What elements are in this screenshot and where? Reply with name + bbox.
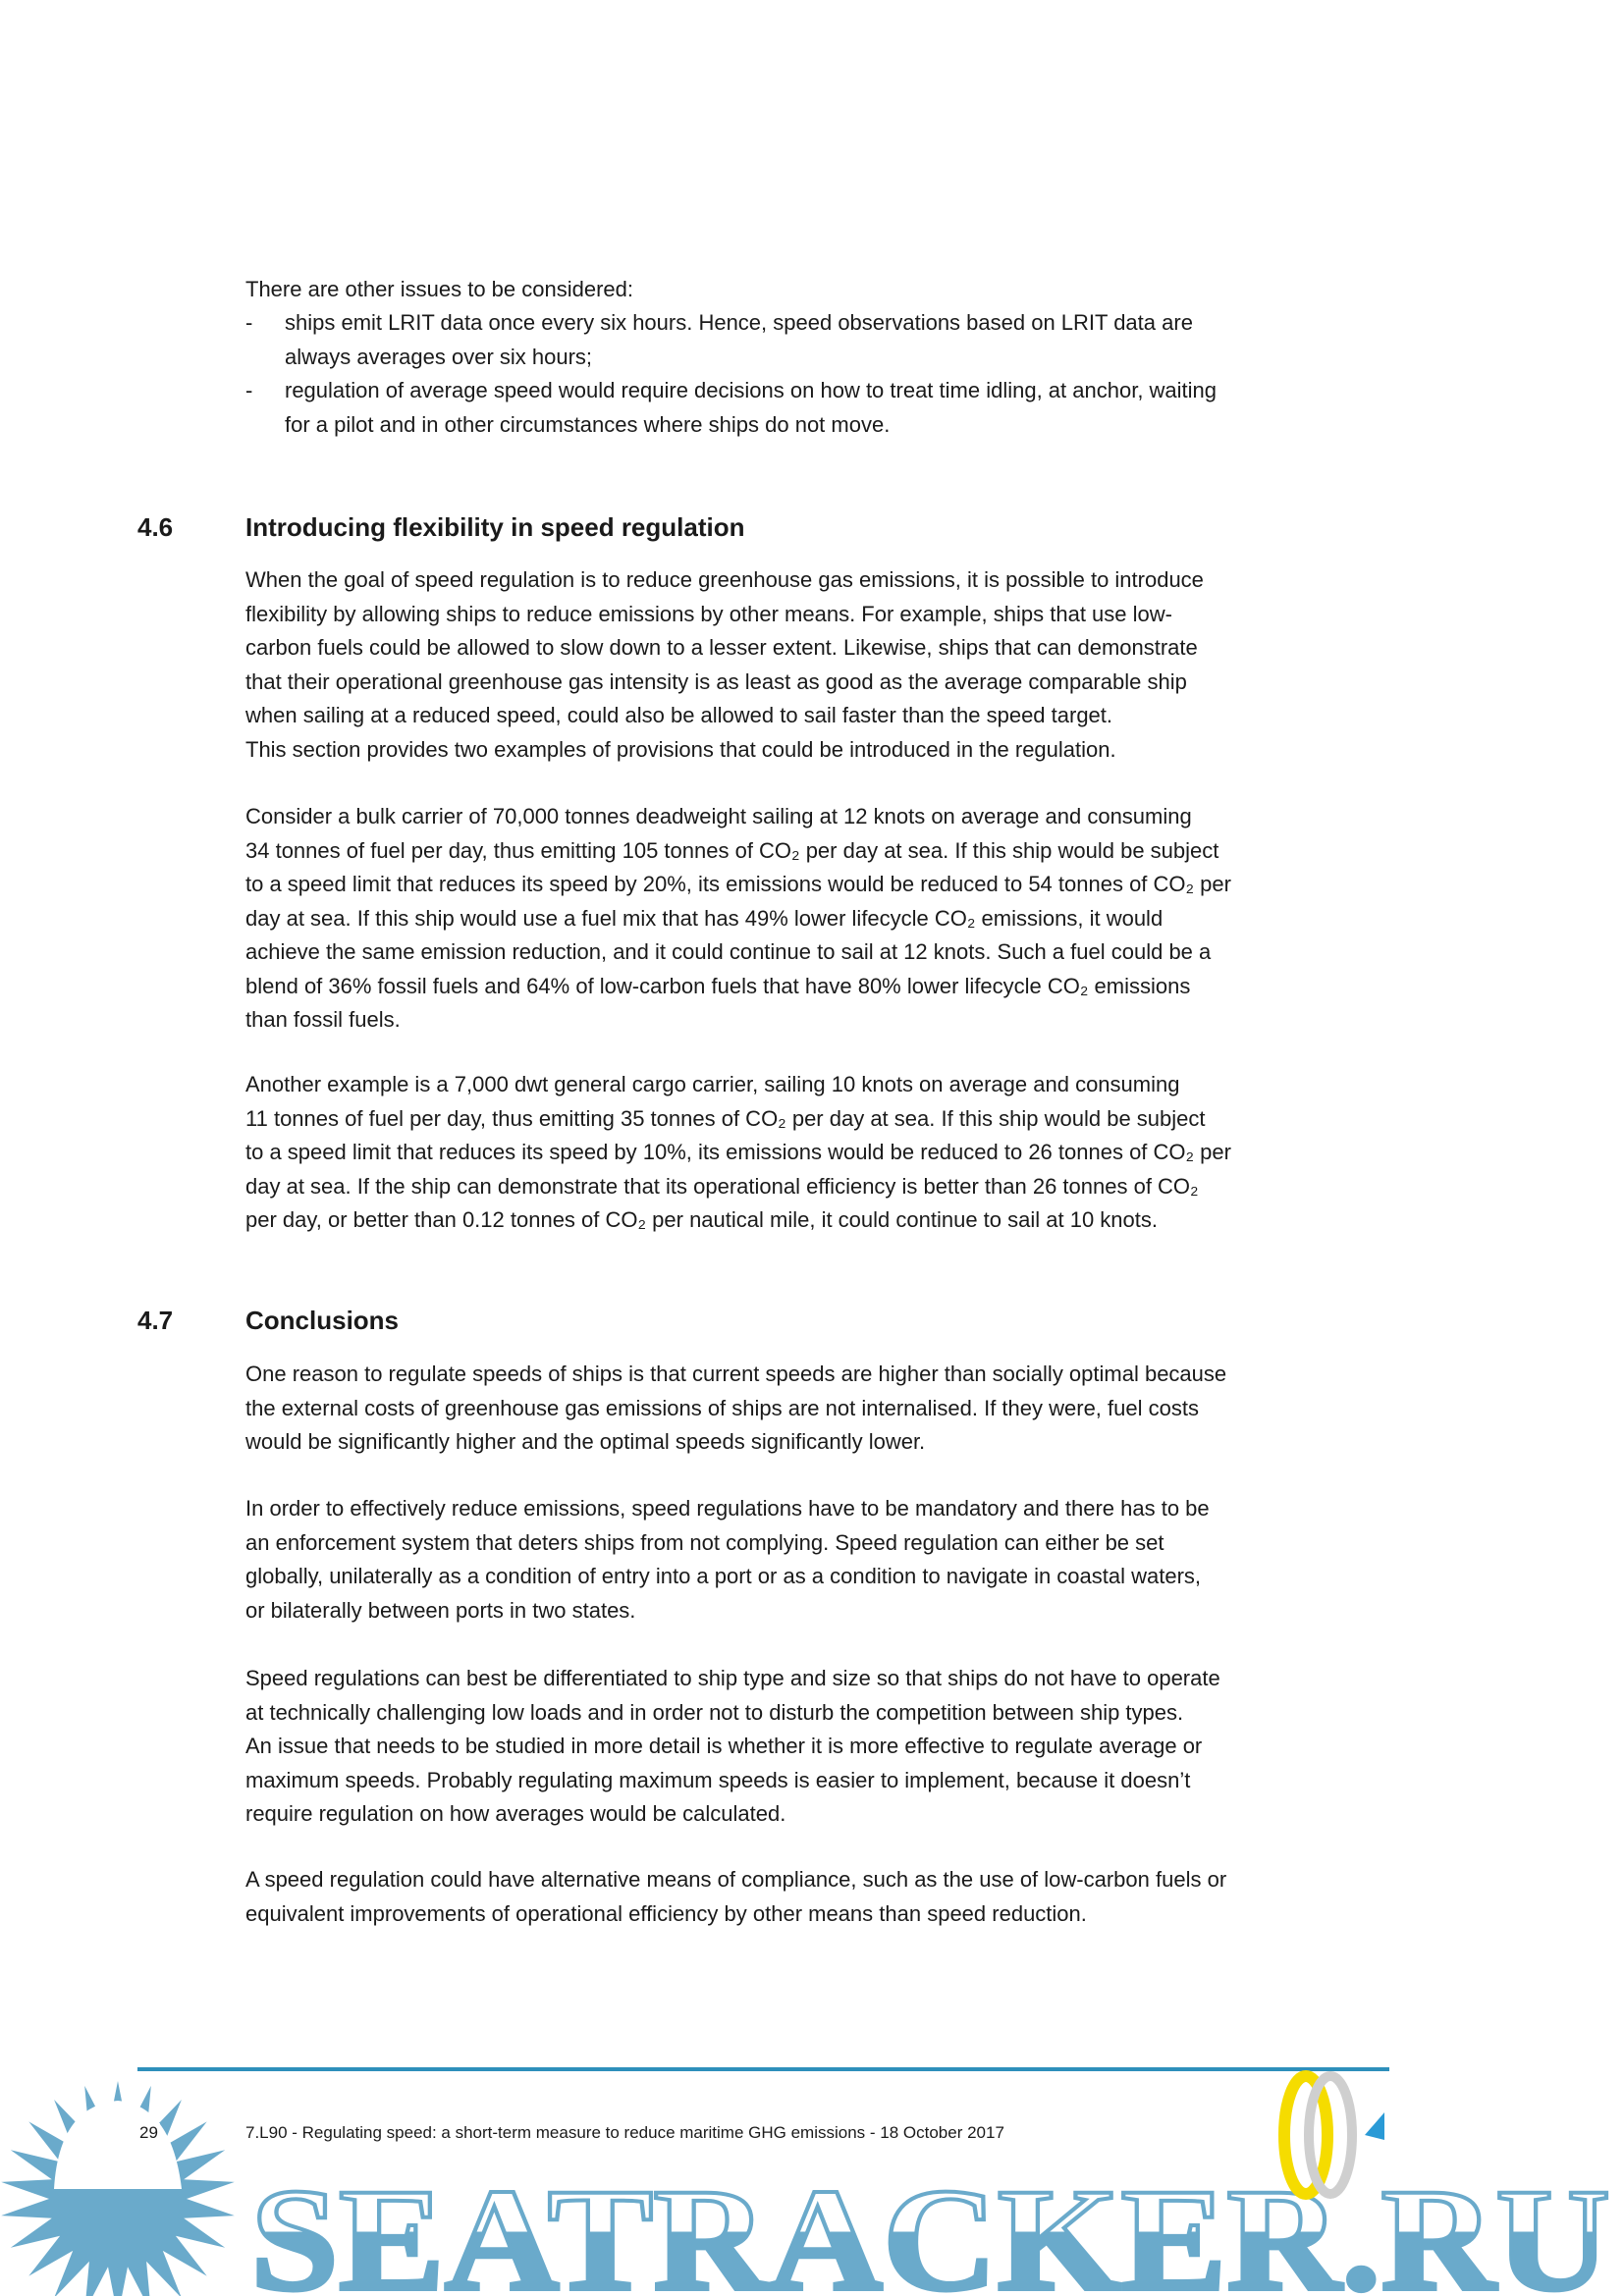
paragraph-line: 34 tonnes of fuel per day, thus emitting 105 tonnes of CO₂ per day at sea. If this ship would be subject [245, 837, 1219, 863]
paragraph [245, 1662, 1220, 1832]
paragraph-line: This section provides two examples of provisions that could be introduced in the regulation. [245, 736, 1116, 762]
bullet-line: regulation of average speed would require decisions on how to treat time idling, at anchor, waiting [285, 378, 1218, 402]
intro-lead: There are other issues to be considered: [245, 277, 634, 301]
paragraph-line: an enforcement system that deters ships from not complying. Speed regulation can either be set [245, 1529, 1164, 1555]
paragraph-line: when sailing at a reduced speed, could also be allowed to sail faster than the speed target. [245, 703, 1113, 727]
paragraph-line: would be significantly higher and the optimal speeds significantly lower. [245, 1429, 926, 1454]
paragraph-line: One reason to regulate speeds of ships is that current speeds are higher than socially optimal because [245, 1362, 1227, 1386]
footer-text: 7.L90 - Regulating speed: a short-term measure to reduce maritime GHG emissions - 18 October 2017 [245, 2123, 1004, 2142]
bullet-line: always averages over six hours; [285, 344, 593, 369]
paragraph-line: An issue that needs to be studied in more detail is whether it is more effective to regulate average or [245, 1734, 1203, 1758]
paragraph-line: to a speed limit that reduces its speed by 10%, its emissions would be reduced to 26 tonnes of CO₂ per [245, 1140, 1231, 1164]
paragraph [245, 1068, 1231, 1238]
watermark-logo [0, 2042, 1624, 2296]
paragraph [245, 1358, 1226, 1460]
paragraph-line: or bilaterally between ports in two states. [245, 1597, 636, 1623]
watermark-text: SEATRACKER.RU [250, 2159, 1610, 2296]
paragraph-line: Consider a bulk carrier of 70,000 tonnes deadweight sailing at 12 knots on average and consuming [245, 804, 1192, 828]
paragraph-line: 11 tonnes of fuel per day, thus emitting 35 tonnes of CO₂ per day at sea. If this ship would be subject [245, 1105, 1206, 1131]
paragraph [245, 800, 1231, 1038]
paragraph-line: blend of 36% fossil fuels and 64% of low-carbon fuels that have 80% lower lifecycle CO₂ emissions [245, 973, 1191, 998]
bullet-dash: - [245, 310, 253, 335]
section-title: Conclusions [245, 1306, 400, 1335]
bullet-dash: - [245, 378, 253, 402]
paragraph-line: day at sea. If the ship can demonstrate that its operational efficiency is better than 26 tonnes of CO₂ [245, 1173, 1199, 1199]
paragraph-line: Speed regulations can best be differentiated to ship type and size so that ships do not have to operate [245, 1666, 1220, 1690]
paragraph-line: the external costs of greenhouse gas emissions of ships are not internalised. If they were, fuel costs [245, 1395, 1199, 1420]
section-number: 4.6 [137, 512, 174, 542]
paragraph-line: equivalent improvements of operational efficiency by other means than speed reduction. [245, 1900, 1087, 1926]
section-number: 4.7 [137, 1306, 174, 1335]
paragraph-line: A speed regulation could have alternative means of compliance, such as the use of low-carbon fuels or [245, 1867, 1227, 1892]
paragraph-line: that their operational greenhouse gas intensity is as least as good as the average comparable ship [245, 668, 1187, 694]
bullet-line: ships emit LRIT data once every six hours. Hence, speed observations based on LRIT data are [285, 310, 1193, 335]
paragraph-line: at technically challenging low loads and in order not to disturb the competition between ship types. [245, 1699, 1184, 1725]
paragraph-line: than fossil fuels. [245, 1007, 401, 1032]
section-title: Introducing flexibility in speed regulation [245, 512, 745, 542]
sunburst-icon [1, 2081, 235, 2296]
paragraph-line: to a speed limit that reduces its speed by 20%, its emissions would be reduced to 54 tonnes of CO₂ per [245, 872, 1231, 896]
paragraph-line: achieve the same emission reduction, and it could continue to sail at 12 knots. Such a fuel could be a [245, 939, 1212, 964]
paragraph-line: When the goal of speed regulation is to reduce greenhouse gas emissions, it is possible to introduce [245, 567, 1204, 592]
paragraph-line: In order to effectively reduce emissions, speed regulations have to be mandatory and there has to be [245, 1496, 1210, 1521]
page-number: 29 [139, 2123, 158, 2142]
paragraph-line: flexibility by allowing ships to reduce emissions by other means. For example, ships that use low- [245, 601, 1172, 626]
paragraph [245, 563, 1204, 767]
paragraph [245, 1492, 1210, 1628]
paragraph-line: per day, or better than 0.12 tonnes of CO₂ per nautical mile, it could continue to sail at 10 knots. [245, 1207, 1158, 1232]
paragraph-line: carbon fuels could be allowed to slow down to a lesser extent. Likewise, ships that can demonstrate [245, 635, 1198, 660]
paragraph-line: maximum speeds. Probably regulating maximum speeds is easier to implement, because it doesn’t [245, 1767, 1191, 1792]
paragraph [245, 1863, 1226, 1931]
paragraph-line: globally, unilaterally as a condition of entry into a port or as a condition to navigate in coastal waters, [245, 1564, 1202, 1588]
paragraph-line: require regulation on how averages would be calculated. [245, 1801, 786, 1826]
bullet-line: for a pilot and in other circumstances where ships do not move. [285, 411, 891, 437]
paragraph-line: day at sea. If this ship would use a fuel mix that has 49% lower lifecycle CO₂ emissions, it would [245, 905, 1164, 931]
paragraph-line: Another example is a 7,000 dwt general cargo carrier, sailing 10 knots on average and consuming [245, 1072, 1180, 1096]
